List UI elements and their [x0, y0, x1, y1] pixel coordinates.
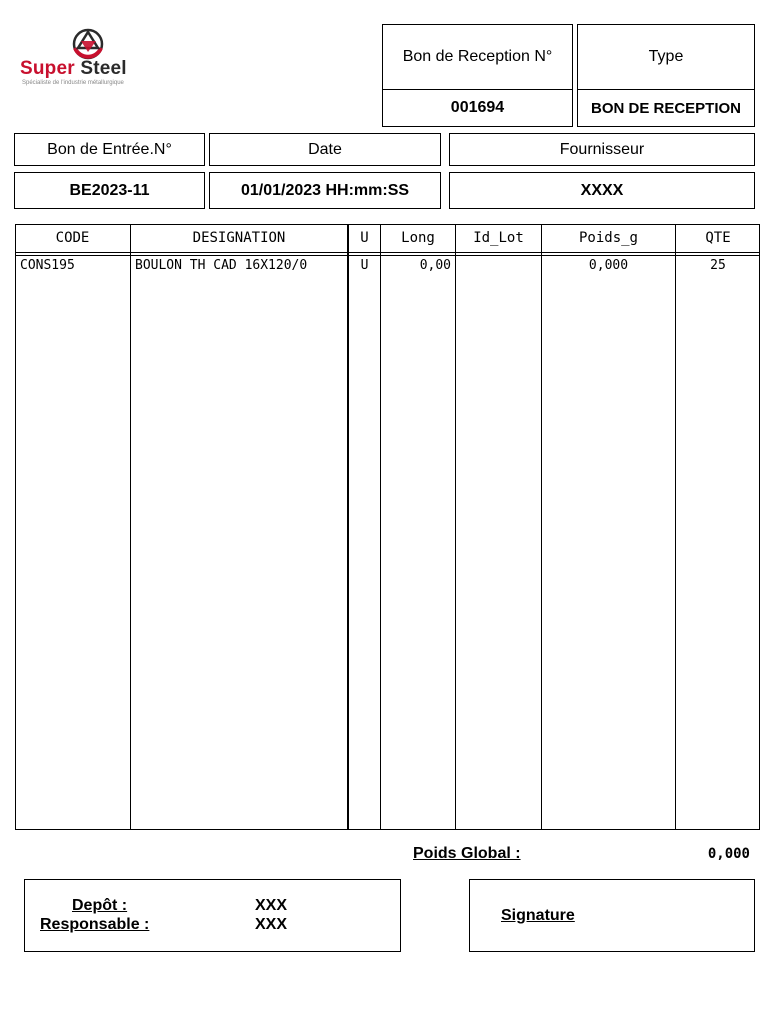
depot-label: Depôt :	[72, 897, 128, 914]
company-name-part1: Super	[20, 58, 75, 79]
cell-qte: 25	[710, 257, 726, 273]
column-header-id-lot: Id_Lot	[473, 230, 524, 246]
column-header-qte: QTE	[705, 230, 731, 246]
entry-value: BE2023-11	[69, 181, 150, 199]
poids-global-label: Poids Global :	[413, 845, 521, 862]
column-divider	[455, 224, 456, 830]
date-label: Date	[308, 140, 342, 158]
column-header-code: CODE	[55, 230, 90, 246]
column-header-poids: Poids_g	[578, 230, 638, 246]
reception-label: Bon de Reception N°	[402, 48, 553, 65]
depot-value: XXX	[255, 897, 288, 914]
column-header-unit: U	[360, 230, 369, 246]
cell-long: 0,00	[419, 257, 451, 273]
column-header-long: Long	[401, 230, 435, 246]
type-label: Type	[648, 48, 684, 65]
cell-id-lot	[456, 256, 541, 274]
cell-designation: BOULON TH CAD 16X120/0	[135, 257, 308, 273]
company-tagline: Spécialiste de l'industrie métallurgique	[22, 80, 124, 86]
company-name	[20, 58, 127, 80]
responsable-value: XXX	[255, 916, 288, 933]
signature-label: Signature	[501, 907, 575, 924]
column-divider	[541, 224, 542, 830]
supplier-value: XXXX	[580, 181, 624, 199]
column-header-designation: DESIGNATION	[192, 230, 286, 246]
reception-number: 001694	[450, 99, 505, 116]
supplier-label: Fournisseur	[559, 140, 645, 158]
cell-poids: 0,000	[588, 257, 629, 273]
table-header-divider	[15, 252, 760, 253]
column-divider	[130, 224, 131, 830]
company-name-part2: Steel	[80, 58, 127, 79]
responsable-label: Responsable :	[40, 916, 150, 933]
cell-code: CONS195	[20, 257, 75, 273]
entry-label: Bon de Entrée.N°	[47, 140, 172, 158]
type-value: BON DE RECEPTION	[590, 99, 741, 117]
column-divider	[347, 224, 349, 830]
column-divider	[675, 224, 676, 830]
date-value: 01/01/2023 HH:mm:SS	[240, 181, 410, 199]
poids-global-value: 0,000	[707, 846, 750, 862]
items-table	[15, 224, 760, 830]
cell-unit: U	[360, 257, 369, 273]
column-divider	[380, 224, 381, 830]
